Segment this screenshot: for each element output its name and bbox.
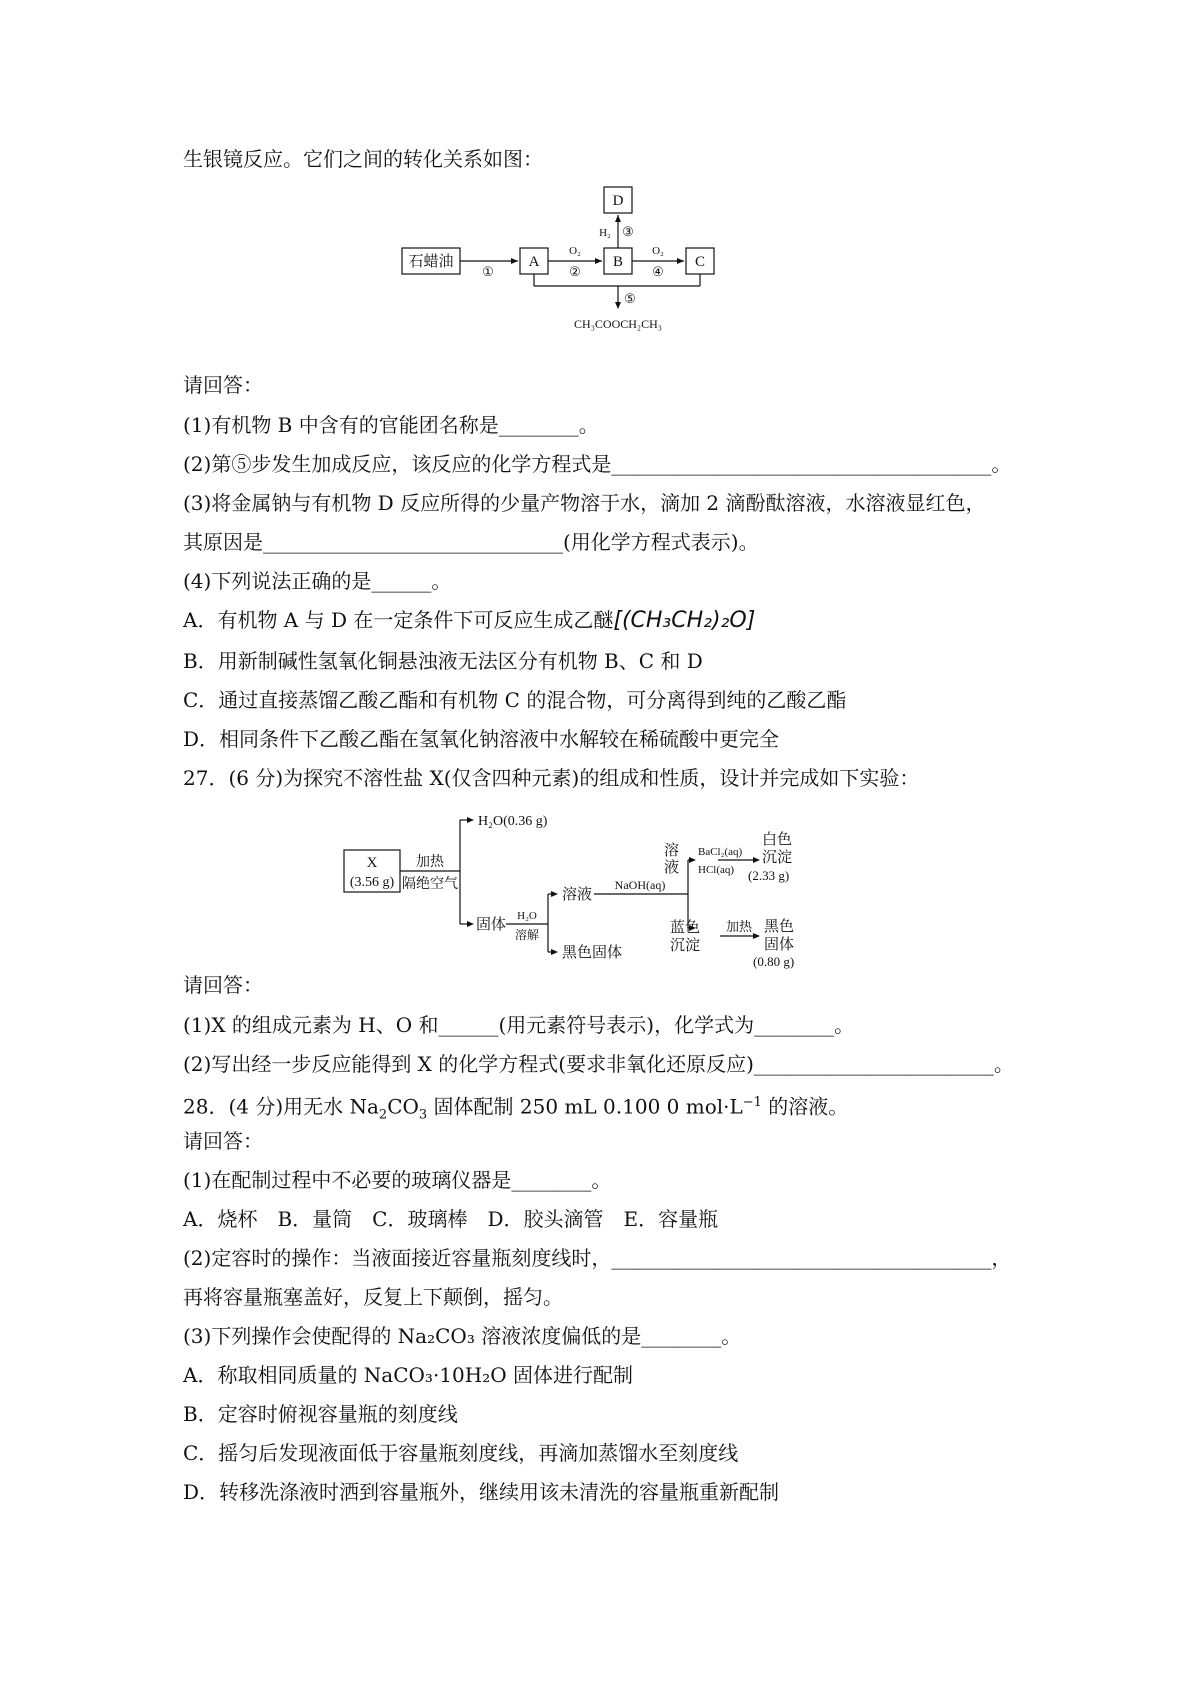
heat-label: 加热 — [416, 855, 444, 870]
q28-part1: (1)在配制过程中不必要的玻璃仪器是________。 — [183, 1168, 612, 1192]
black-solid-label: 黑色固体 — [562, 945, 623, 961]
box-c-label: C — [694, 254, 706, 270]
solid-label: 固体 — [476, 917, 507, 933]
q26-part3a: (3)将金属钠与有机物 D 反应所得的少量产物溶于水，滴加 2 滴酚酞溶液，水溶液显红色， — [183, 491, 986, 515]
step-1: ① — [482, 264, 494, 279]
q28-option-a: A．称取相同质量的 NaCO₃·10H₂O 固体进行配制 — [183, 1363, 633, 1387]
q28-option-c: C．摇匀后发现液面低于容量瓶刻度线，再滴加蒸馏水至刻度线 — [183, 1441, 739, 1465]
q27-title: 27．(6 分)为探究不溶性盐 X(仅含四种元素)的组成和性质，设计并完成如下实验： — [183, 766, 920, 790]
white-mass: (2.33 g) — [748, 868, 790, 883]
q26-part3b: 其原因是______________________________(用化学方程式表示)。 — [183, 530, 759, 554]
solution2-top: 溶 — [664, 843, 680, 859]
dissolve-label: 溶解 — [514, 928, 540, 942]
q28-options1: A．烧杯 B．量筒 C．玻璃棒 D．胶头滴管 E．容量瓶 — [183, 1207, 719, 1231]
q27-part1: (1)X 的组成元素为 H、O 和______(用元素符号表示)，化学式为________。 — [183, 1013, 855, 1037]
q27-prompt: 请回答： — [183, 973, 263, 997]
naoh-reagent: NaOH(aq) — [614, 878, 666, 892]
q28-prompt: 请回答： — [183, 1129, 263, 1153]
blue-label-2: 沉淀 — [670, 938, 701, 954]
q26-option-d: D．相同条件下乙酸乙酯在氢氧化钠溶液中水解较在稀硫酸中更完全 — [183, 727, 780, 751]
q26-prompt: 请回答： — [183, 373, 263, 397]
q27-part2: (2)写出经一步反应能得到 X 的化学方程式(要求非氧化还原反应)________________________。 — [183, 1052, 1014, 1076]
box-paraffin-label: 石蜡油 — [408, 254, 454, 270]
q28-part3: (3)下列操作会使配得的 Na₂CO₃ 溶液浓度偏低的是________。 — [183, 1324, 742, 1348]
step-3: ③ — [622, 224, 634, 239]
product-ethyl-acetate: CH₃COOCH₂CH₃ — [574, 317, 662, 331]
heat2-label: 加热 — [725, 919, 753, 934]
q28-title: 28．(4 分)用无水 $Na_2CO_3$ 固体配制 250 mL 0.100 0 $mol\cdot L^{-1}$ 的溶液。 — [183, 1094, 849, 1123]
blue-label-1: 蓝色 — [670, 920, 701, 936]
no-air-label: 隔绝空气 — [402, 877, 458, 892]
q26-part4: (4)下列说法正确的是______。 — [183, 569, 452, 593]
box-d-label: D — [612, 193, 624, 209]
intro-text: 生银镜反应。它们之间的转化关系如图： — [183, 147, 543, 171]
black-label-1: 黑色 — [764, 919, 795, 935]
o2-label-1: O₂ — [569, 245, 581, 257]
q28-part2a: (2)定容时的操作：当液面接近容量瓶刻度线时，______________________________________， — [183, 1246, 1012, 1270]
solution2-bottom: 液 — [664, 860, 680, 876]
q26-part2: (2)第⑤步发生加成反应，该反应的化学方程式是______________________________________。 — [183, 452, 1012, 476]
experiment-scheme — [340, 800, 800, 969]
black-mass: (0.80 g) — [753, 954, 795, 969]
water-product: H₂O(0.36 g) — [478, 814, 548, 829]
hcl-reagent: HCl(aq) — [698, 864, 735, 876]
h2o-reagent: H₂O — [517, 910, 537, 922]
q26-part1: (1)有机物 B 中含有的官能团名称是________。 — [183, 413, 599, 437]
q28-option-d: D．转移洗涤液时洒到容量瓶外，继续用该未清洗的容量瓶重新配制 — [183, 1480, 780, 1504]
h2-label: H₂ — [599, 227, 611, 239]
bacl2-reagent: BaCl₂(aq) — [698, 846, 743, 858]
o2-label-2: O₂ — [652, 245, 664, 257]
white-label-1: 白色 — [762, 832, 793, 848]
white-label-2: 沉淀 — [762, 850, 793, 866]
x-mass: (3.56 g) — [349, 875, 395, 890]
q26-option-b: B．用新制碱性氢氧化铜悬浊液无法区分有机物 B、C 和 D — [183, 649, 703, 673]
black-label-2: 固体 — [764, 937, 795, 953]
step-2: ② — [569, 264, 581, 279]
solution-label: 溶液 — [562, 887, 593, 903]
conversion-scheme-1 — [400, 186, 740, 336]
q26-option-a: A．有机物 A 与 D 在一定条件下可反应生成乙醚[(CH₃CH₂)₂O] — [183, 608, 756, 633]
q28-part2b: 再将容量瓶塞盖好，反复上下颠倒，摇匀。 — [183, 1285, 563, 1309]
box-a-label: A — [528, 254, 540, 270]
step-4: ④ — [652, 264, 664, 279]
box-b-label: B — [612, 254, 624, 270]
q26-option-c: C．通过直接蒸馏乙酸乙酯和有机物 C 的混合物，可分离得到纯的乙酸乙酯 — [183, 688, 847, 712]
step-5: ⑤ — [624, 291, 636, 306]
ether-formula: [(CH₃CH₂)₂O] — [613, 608, 756, 633]
x-label: X — [366, 855, 378, 871]
q28-option-b: B．定容时俯视容量瓶的刻度线 — [183, 1402, 458, 1426]
